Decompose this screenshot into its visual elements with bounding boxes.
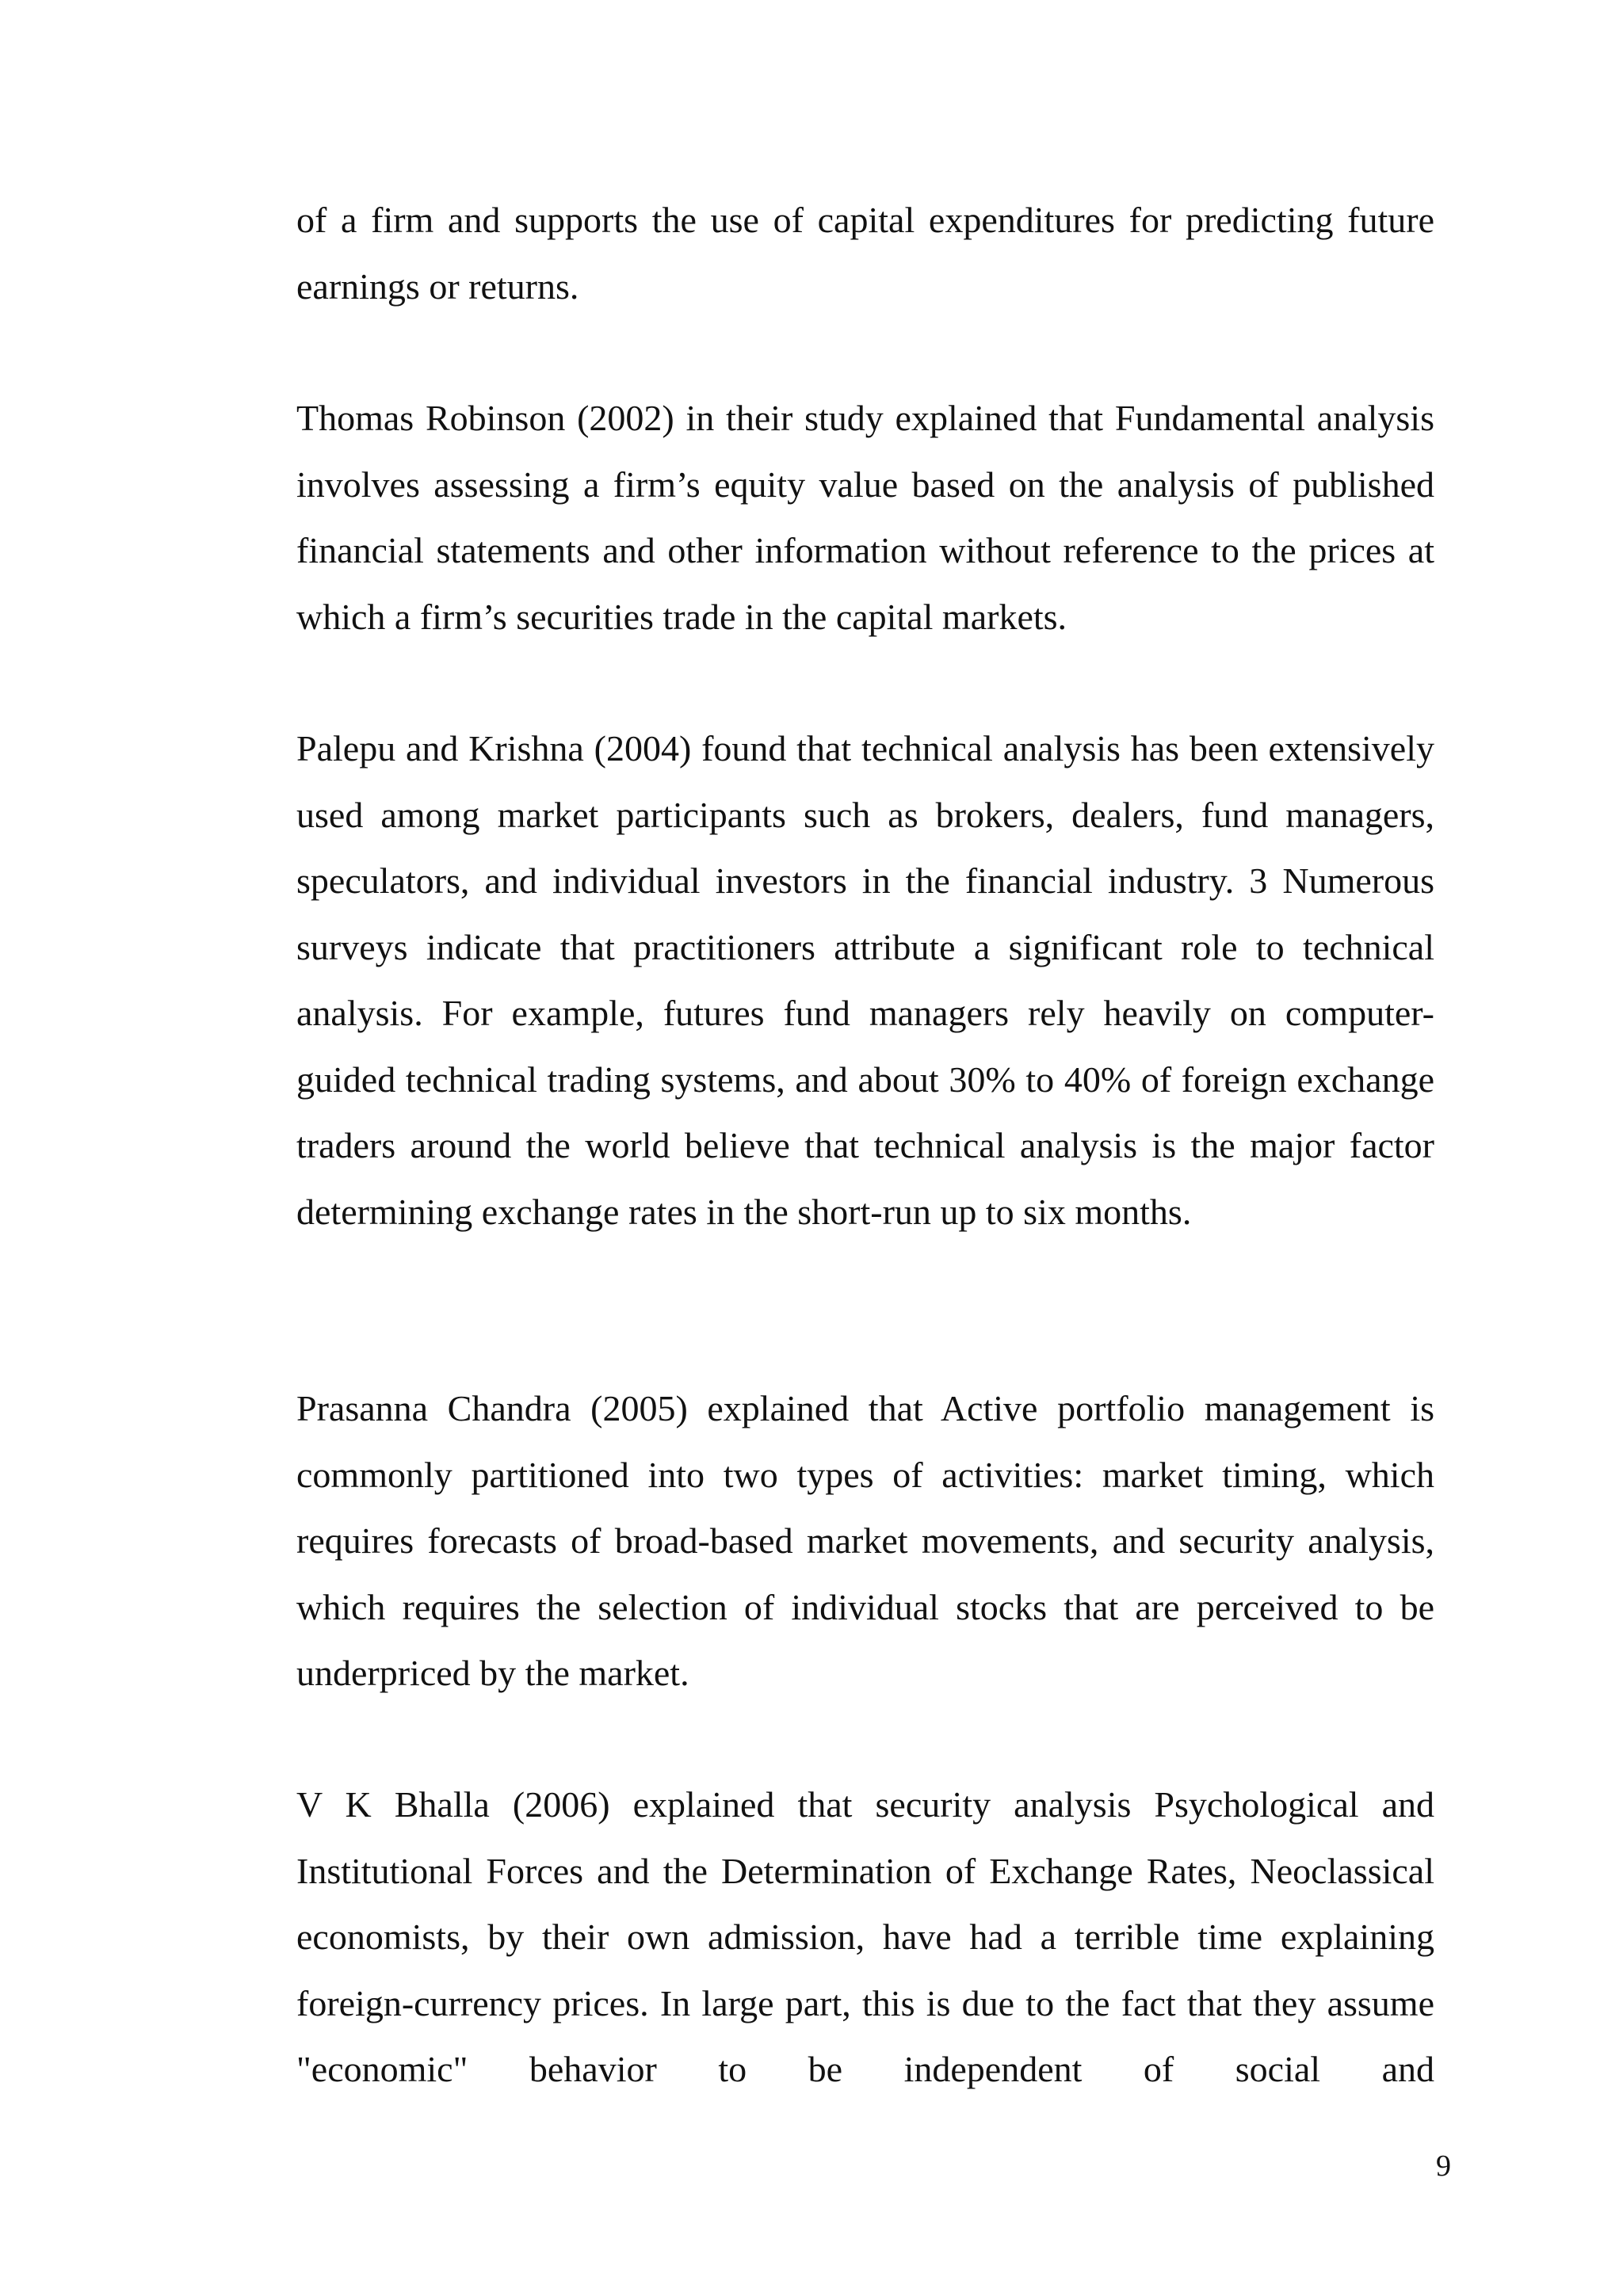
page-number: 9: [1436, 2149, 1451, 2183]
paragraph-palepu-krishna: Palepu and Krishna (2004) found that technical analysis has been extensively used among market participants such as brokers, dealers, fund managers, speculators, and individual investors in the financial industry. 3 Numerous surveys indicate that practitioners attribute a significant role to technical analysis. For example, futures fund managers rely heavily on computer-guided technical trading systems, and about 30% to 40% of foreign exchange traders around the world believe that technical analysis is the major factor determining exchange rates in the short-run up to six months.: [296, 728, 1434, 1232]
paragraph-chandra: Prasanna Chandra (2005) explained that Active portfolio management is commonly partitioned into two types of activities: market timing, which requires forecasts of broad-based market movements, and security analysis, which requires the selection of individual stocks that are perceived to be underpriced by the market.: [296, 1388, 1434, 1693]
paragraph-robinson: Thomas Robinson (2002) in their study explained that Fundamental analysis involves assessing a firm’s equity value based on the analysis of published financial statements and other information without reference to the prices at which a firm’s securities trade in the capital markets.: [296, 398, 1434, 637]
paragraph-continuation: of a firm and supports the use of capital expenditures for predicting future earnings or returns.: [296, 200, 1434, 307]
paragraph-bhalla: V K Bhalla (2006) explained that security analysis Psychological and Institutional Forces and the Determination of Exchange Rates, Neoclassical economists, by their own admission, have had a terrible time explaining foreign-currency prices. In large part, this is due to the fact that they assume "economic" behavior to be independent of social and: [296, 1784, 1434, 2089]
